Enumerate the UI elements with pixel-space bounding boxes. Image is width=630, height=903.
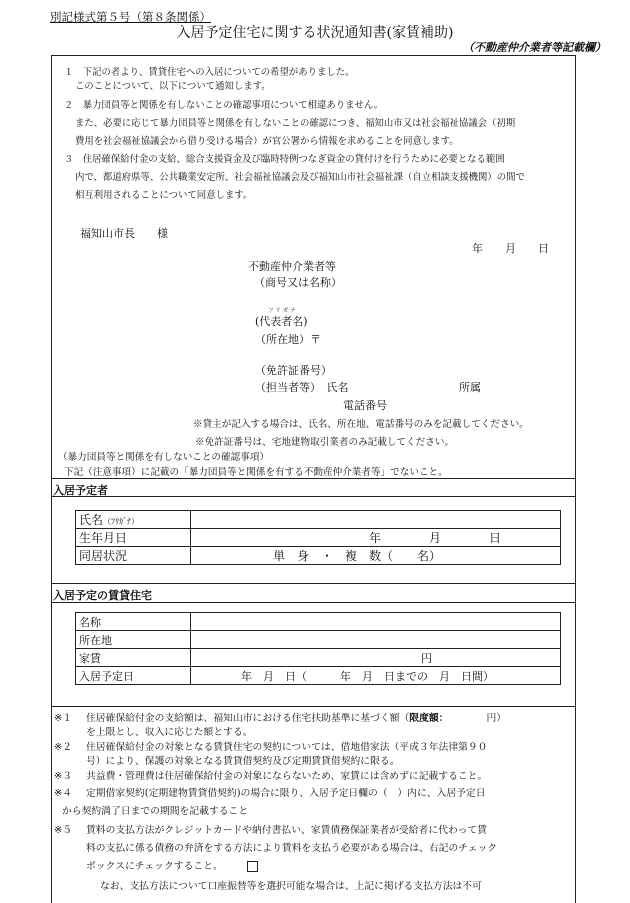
affiliation-label: 所属 <box>459 381 481 394</box>
consent-p3-line2: 内で、都道府県等、公共職業安定所、社会福祉協議会及び福知山市社会福祉課（自立相談支援機関）の間で <box>75 172 525 183</box>
limit-label: 限度額： <box>409 713 449 724</box>
location-label: （所在地）〒 <box>255 333 321 346</box>
confirm-title: （暴力団員等と関係を有しないことの確認事項） <box>58 452 270 463</box>
form-number-label: 別記様式第５号（第８条関係） <box>50 10 211 24</box>
note-4-mark: ※４ <box>54 788 73 799</box>
note-3-line1: 共益費・管理費は住居確保給付金の対象にならないため、家賃には含めずに記載すること。 <box>86 771 488 782</box>
housing-table <box>75 612 561 685</box>
property-name-label: 名称 <box>76 613 191 631</box>
date-field[interactable]: 年 月 日 <box>472 242 549 255</box>
license-label: （免許証番号） <box>255 364 332 377</box>
birth-label-cell: 生年月日 <box>76 529 191 547</box>
representative-label: (代表者名) <box>255 315 308 328</box>
note-4-line2: から契約満了日までの期間を記載すること <box>62 806 249 817</box>
payment-method-checkbox[interactable] <box>247 861 258 872</box>
phone-label: 電話番号 <box>343 399 387 412</box>
note-5-line4: なお、支払方法について口座振替等を選択可能な場合は、上記に掲げる支払方法は不可 <box>100 881 482 892</box>
rent-input[interactable]: 円 <box>191 649 561 667</box>
note-5-mark: ※５ <box>54 825 73 836</box>
move-in-label: 入居予定日 <box>76 667 191 685</box>
consent-p3-line1: ３ 住居確保給付金の支給、総合支援資金及び臨時特例つなぎ資金の貸付けを行うために必要となる範囲 <box>64 154 505 165</box>
resident-section-title: 入居予定者 <box>53 484 108 497</box>
housing-section-title: 入居予定の賃貸住宅 <box>53 589 152 602</box>
addressee: 福知山市長 様 <box>80 227 168 240</box>
name-label-cell: 氏名（ﾌﾘｶﾞﾅ） <box>76 511 191 529</box>
note-5-line1: 賃料の支払方法がクレジットカードや納付書払い、家賃債務保証業者が受給者に代わって賃 <box>86 825 488 836</box>
confirm-text: 下記（注意事項）に記載の「暴力団員等と関係を有する不動産仲介業者等」でないこと。 <box>64 467 448 478</box>
consent-p1-line2: このことについて、以下について通知します。 <box>75 81 271 92</box>
move-in-input[interactable]: 年 月 日（ 年 月 日までの 月 日間） <box>191 667 561 685</box>
household-input-cell[interactable]: 単 身 ・ 複 数（ 名） <box>191 547 561 565</box>
consent-p2-line2: また、必要に応じて暴力団員等と関係を有しないことの確認につき、福知山市又は社会福祉協議会（初期 <box>75 118 516 129</box>
note-3-mark: ※３ <box>54 771 73 782</box>
page-title: 入居予定住宅に関する状況通知書(家賃補助) <box>176 25 454 41</box>
note-5-line2: 料の支払に係る債務の弁済をする方法により賃料を支払う必要がある場合は、右記のチェック <box>86 843 498 854</box>
agent-label: 不動産仲介業者等 <box>248 260 336 273</box>
note-5-line3: ボックスにチェックすること。 <box>86 861 223 872</box>
consent-p2-line1: ２ 暴力団員等と関係を有しないことの確認事項について相違ありません。 <box>64 100 384 111</box>
note-5-line3-wrap <box>86 860 258 874</box>
page-subtitle: （不動産仲介業者等記載欄） <box>463 41 606 54</box>
note-2-line2: 号）により、保護の対象となる賃貸借契約及び定期賃貸借契約に限る。 <box>86 756 400 767</box>
name-input-cell[interactable] <box>191 511 561 529</box>
property-address-label: 所在地 <box>76 631 191 649</box>
note-2-line1: 住居確保給付金の対象となる賃貸住宅の契約については、借地借家法（平成３年法律第９０ <box>86 742 488 753</box>
consent-p1-line1: １ 下記の者より、賃貸住宅への入居についての希望がありました。 <box>64 67 355 78</box>
note-2-mark: ※２ <box>54 742 73 753</box>
resident-table <box>75 510 561 565</box>
note-1-line2: を上限とし、収入に応じた額とする。 <box>86 727 253 738</box>
license-note: ※免許証番号は、宅地建物取引業者のみ記載してください。 <box>195 437 455 448</box>
birth-input-cell[interactable]: 年 月 日 <box>191 529 561 547</box>
landlord-note: ※貸主が記入する場合は、氏名、所在地、電話番号のみを記載してください。 <box>193 419 529 430</box>
household-label-cell: 同居状況 <box>76 547 191 565</box>
trade-name-label: （商号又は名称） <box>254 276 342 289</box>
property-name-input[interactable] <box>191 613 561 631</box>
contact-name-label: （担当者等） 氏名 <box>255 381 349 394</box>
note-1-mark: ※１ <box>54 713 73 724</box>
property-address-input[interactable] <box>191 631 561 649</box>
note-4-line1: 定期借家契約(定期建物賃貸借契約)の場合に限り、入居予定日欄の（ ）内に、入居予定日 <box>86 788 486 799</box>
rent-label: 家賃 <box>76 649 191 667</box>
consent-p2-line3: 費用を社会福祉協議会から借り受ける場合）が官公署から情報を求めることを同意します。 <box>75 136 459 147</box>
furigana-label: フリガナ <box>268 308 298 314</box>
note-1-line1: 住居確保給付金の支給額は、福知山市における住宅扶助基準に基づく額（限度額： 円） <box>86 713 507 724</box>
consent-p3-line3: 相互利用されることについて同意します。 <box>75 190 253 201</box>
